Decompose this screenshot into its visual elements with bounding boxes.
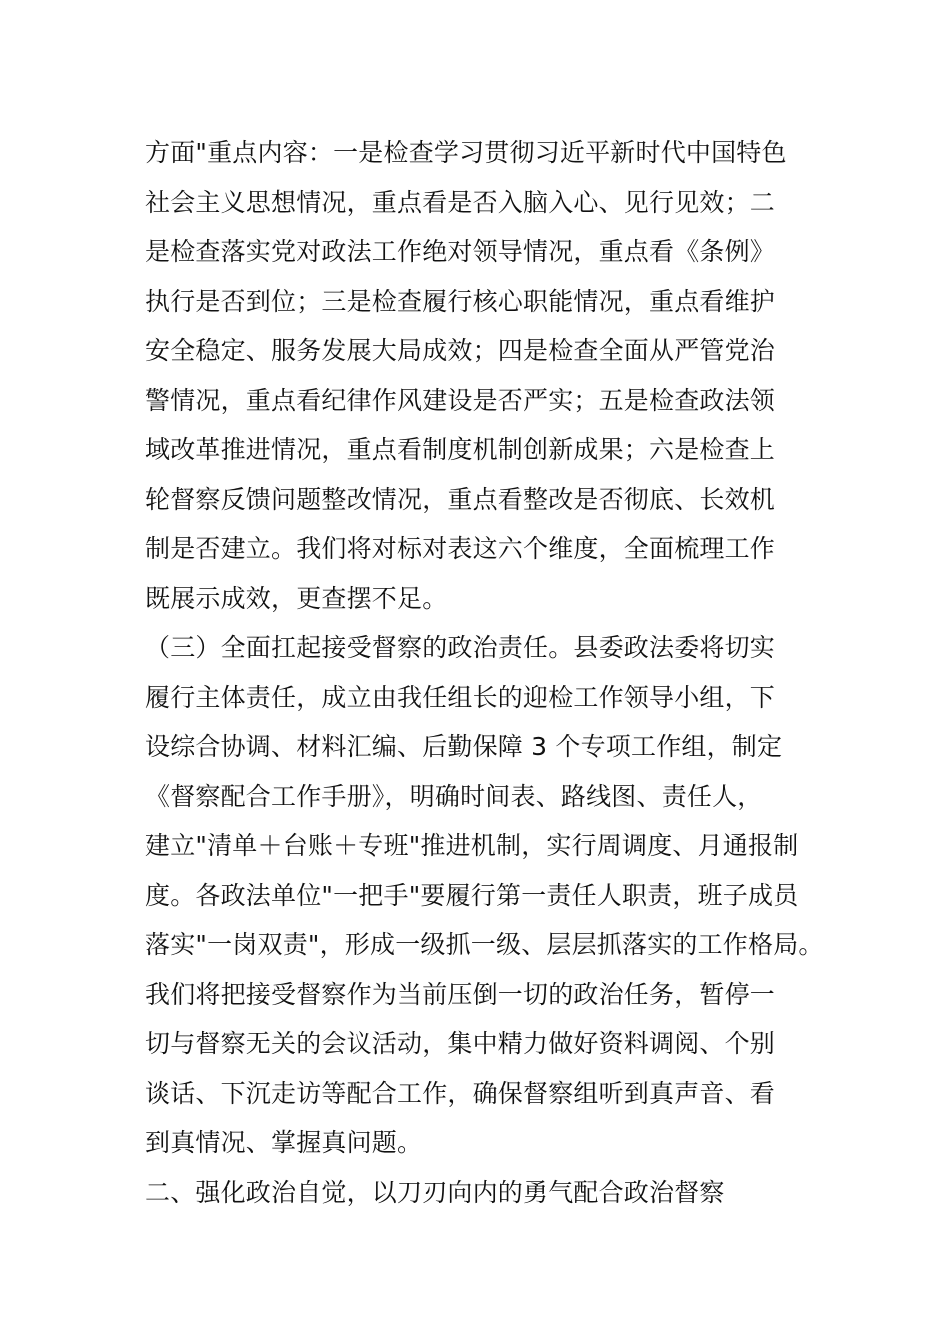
text-line: 建立"清单＋台账＋专班"推进机制，实行周调度、月通报制 — [145, 831, 799, 860]
body-text — [145, 128, 925, 1217]
section-heading: 二、强化政治自觉，以刀刃向内的勇气配合政治督察 — [145, 1177, 725, 1207]
text-line: 设综合协调、材料汇编、后勤保障 3 个专项工作组，制定 — [145, 732, 783, 761]
text-line: 警情况，重点看纪律作风建设是否严实；五是检查政法领 — [145, 385, 776, 415]
text-line: 执行是否到位；三是检查履行核心职能情况，重点看维护 — [145, 286, 776, 316]
text-line: 社会主义思想情况，重点看是否入脑入心、见行见效；二 — [145, 187, 776, 217]
text-line: 到真情况、掌握真问题。 — [145, 1128, 423, 1157]
text-line: 是检查落实党对政法工作绝对领导情况，重点看《条例》 — [145, 237, 776, 266]
text-line: 既展示成效，更查摆不足。 — [145, 583, 448, 613]
text-line: 安全稳定、服务发展大局成效；四是检查全面从严管党治 — [145, 336, 776, 365]
text-line: 落实"一岗双责"，形成一级抓一级、层层抓落实的工作格局。 — [145, 930, 824, 959]
text-line: 度。各政法单位"一把手"要履行第一责任人职责，班子成员 — [145, 880, 799, 910]
text-line: 方面"重点内容：一是检查学习贯彻习近平新时代中国特色 — [145, 138, 787, 167]
text-line: 谈话、下沉走访等配合工作，确保督察组听到真声音、看 — [145, 1078, 776, 1108]
text-line: 切与督察无关的会议活动，集中精力做好资料调阅、个别 — [145, 1029, 776, 1058]
section-heading: （三）全面扛起接受督察的政治责任。县委政法委将切实 — [145, 633, 776, 662]
text-line: 轮督察反馈问题整改情况，重点看整改是否彻底、长效机 — [145, 484, 776, 514]
text-line: 域改革推进情况，重点看制度机制创新成果；六是检查上 — [145, 435, 776, 464]
text-line: 制是否建立。我们将对标对表这六个维度，全面梳理工作 — [145, 534, 776, 563]
text-line: 《督察配合工作手册》，明确时间表、路线图、责任人， — [145, 781, 763, 811]
text-line: 履行主体责任，成立由我任组长的迎检工作领导小组，下 — [145, 682, 776, 712]
text-line: 我们将把接受督察作为当前压倒一切的政治任务，暂停一 — [145, 979, 776, 1009]
